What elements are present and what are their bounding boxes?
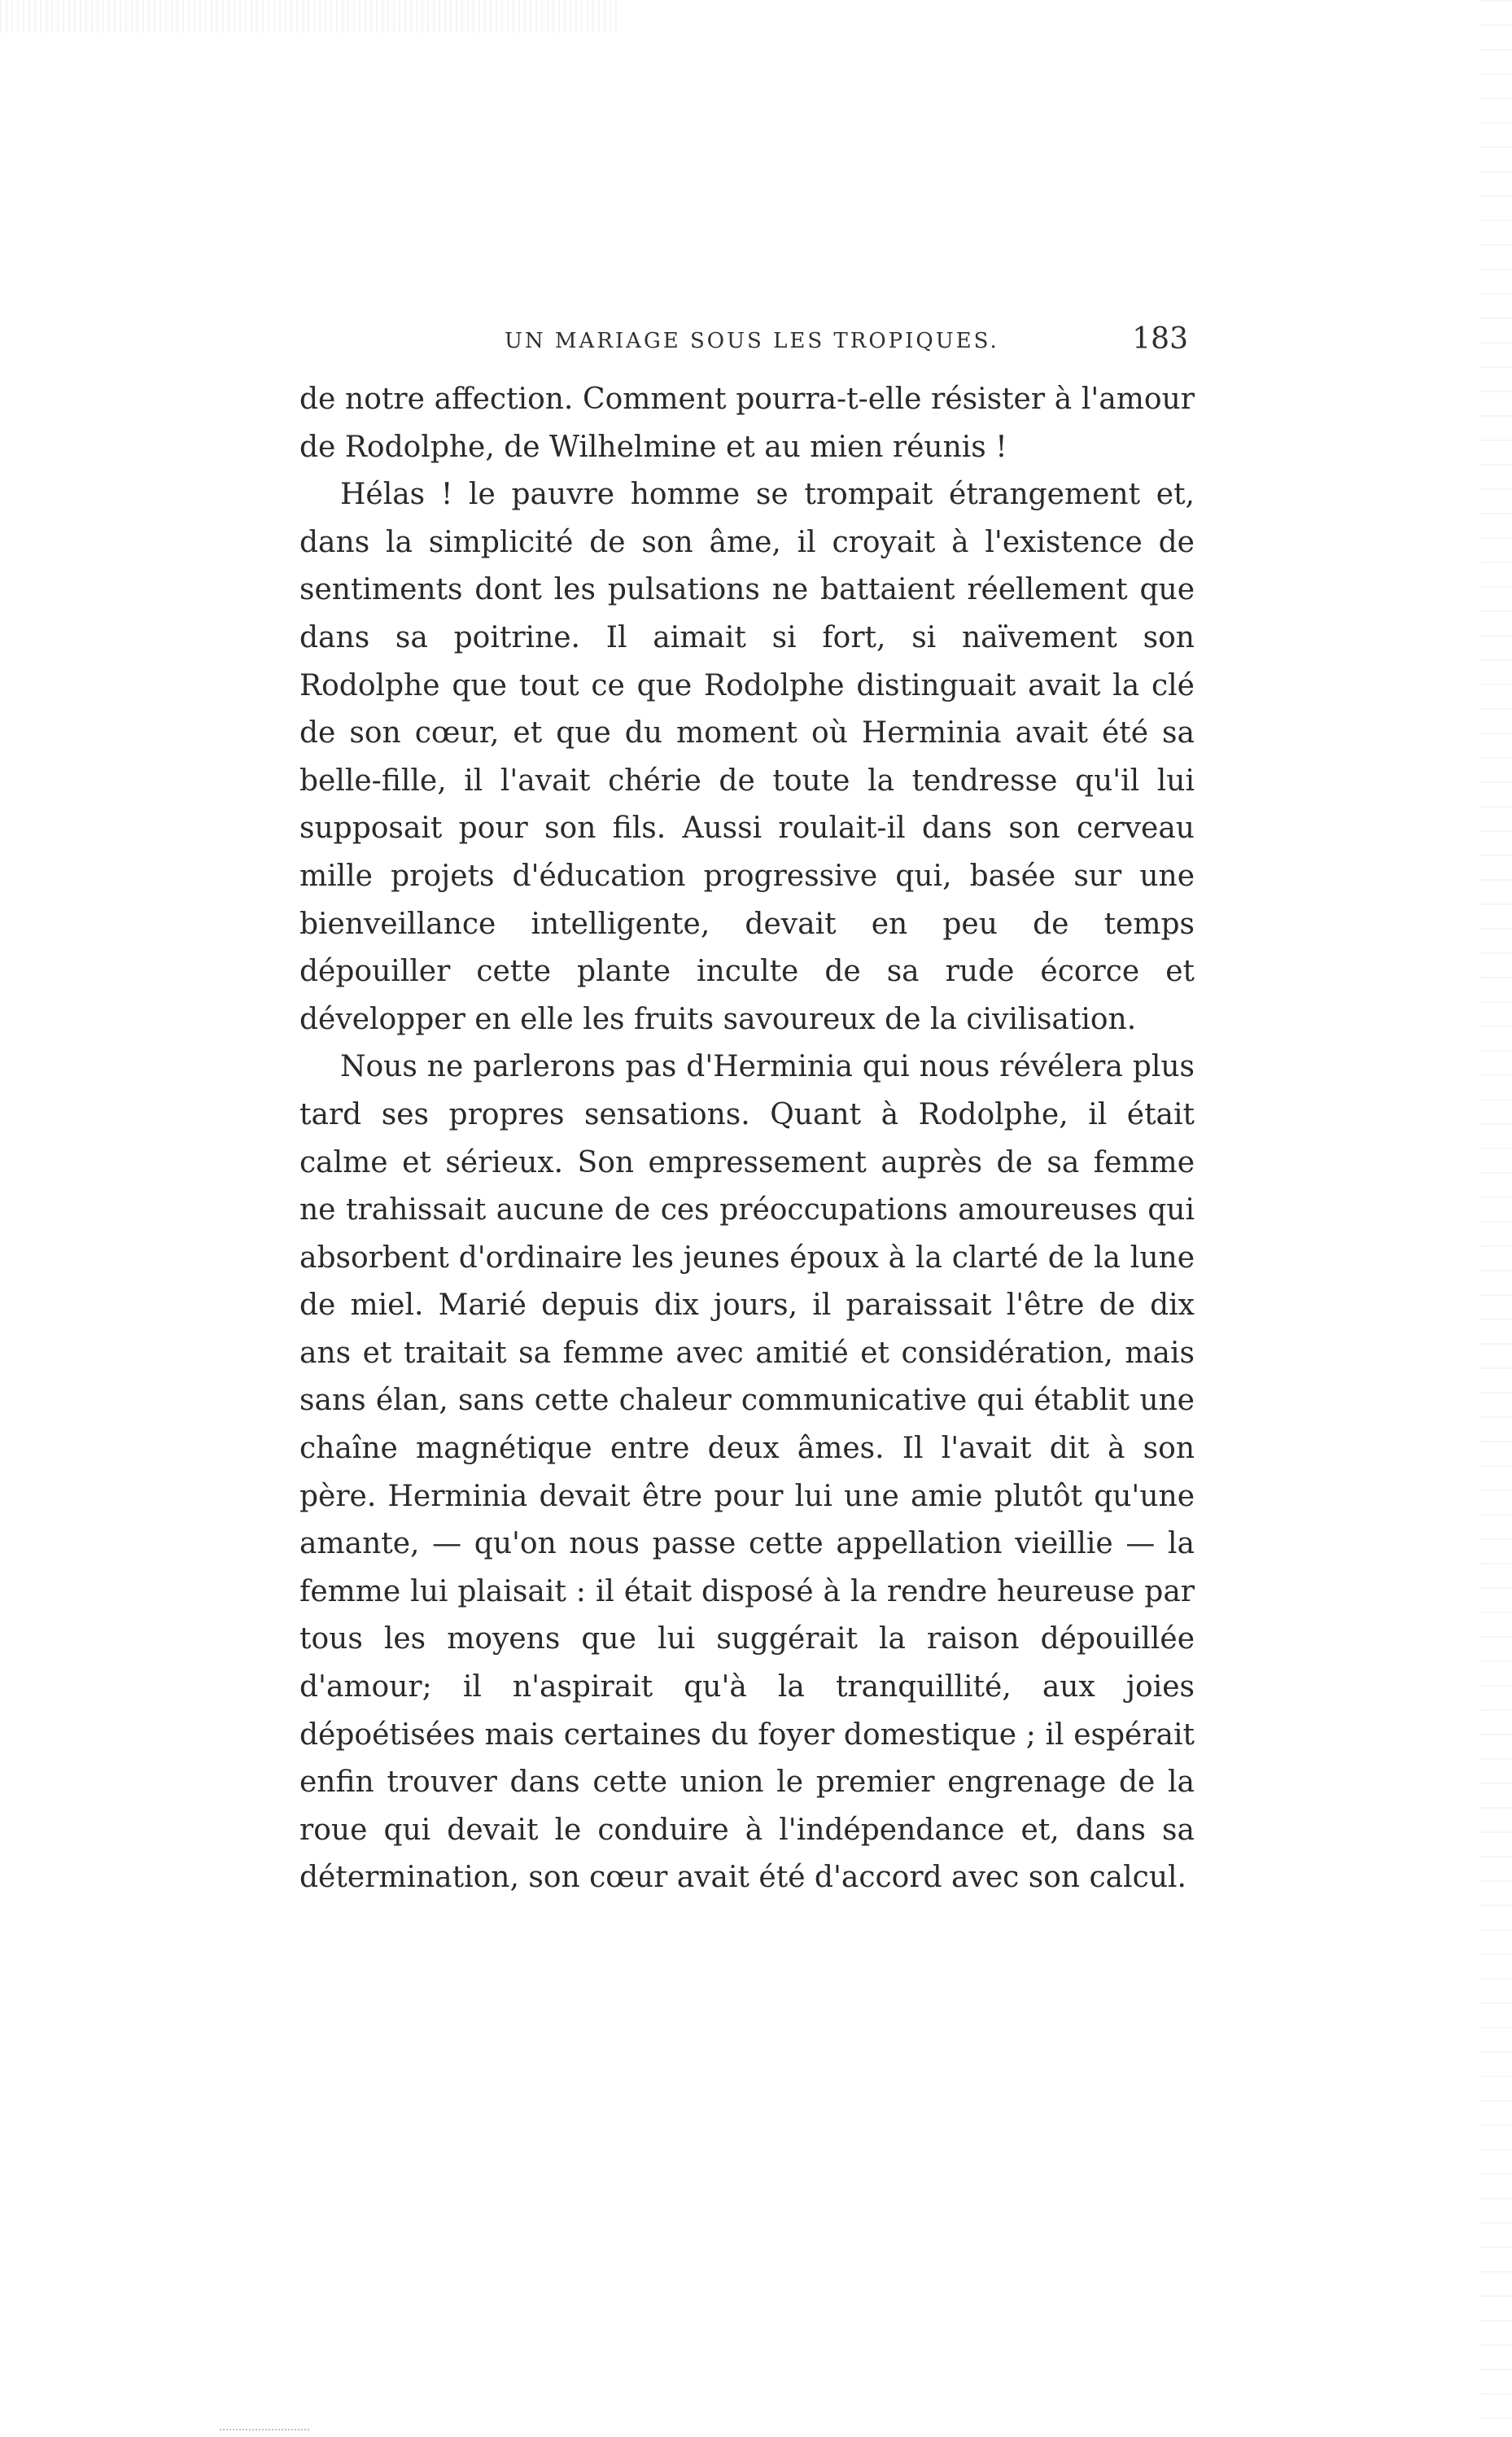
paragraph-continuation: de notre affection. Comment pourra-t-elle résister à l'amour de Rodolphe, de Wilhelmine et au mien réunis ! [299, 383, 1195, 464]
running-title: UN MARIAGE SOUS LES TROPIQUES. [505, 329, 999, 353]
body-text [299, 376, 1195, 1902]
scan-noise-right [1479, 0, 1512, 2437]
paragraph: Hélas ! le pauvre homme se trompait étrangement et, dans la simplicité de son âme, il croyait à l'existence de sentiments dont les pulsations ne battaient réellement que dans sa poitrine. Il aimait si fort, si naïvement son Rodolphe que tout ce que Rodolphe distinguait avait la clé de son cœur, et que du moment où Herminia avait été sa belle-fille, il l'avait chérie de toute la tendresse qu'il lui supposait pour son fils. Aussi roulait-il dans son cerveau mille projets d'éducation progressive qui, basée sur une bienveillance intelligente, devait en peu de temps dépouiller cette plante inculte de sa rude écorce et développer en elle les fruits savoureux de la civilisation. [299, 478, 1195, 1036]
scan-artifact-line [220, 2429, 309, 2430]
paragraph: Nous ne parlerons pas d'Herminia qui nous révélera plus tard ses propres sensations. Quant à Rodolphe, il était calme et sérieux. Son empressement auprès de sa femme ne trahissait aucune de ces préoccupations amoureuses qui absorbent d'ordinaire les jeunes époux à la clarté de la lune de miel. Marié depuis dix jours, il paraissait l'être de dix ans et traitait sa femme avec amitié et considération, mais sans élan, sans cette chaleur communicative qui établit une chaîne magnétique entre deux âmes. Il l'avait dit à son père. Herminia devait être pour lui une amie plutôt qu'une amante, — qu'on nous passe cette appellation vieillie — la femme lui plaisait : il était disposé à la rendre heureuse par tous les moyens que lui suggérait la raison dépouillée d'amour; il n'aspirait qu'à la tranquillité, aux joies dépoétisées mais certaines du foyer domestique ; il espérait enfin trouver dans cette union le premier engrenage de la roue qui devait le conduire à l'indépendance et, dans sa détermination, son cœur avait été d'accord avec son calcul. [299, 1050, 1195, 1895]
page-number: 183 [1132, 322, 1188, 356]
scan-noise-top [0, 0, 618, 33]
page-header [505, 322, 1188, 363]
